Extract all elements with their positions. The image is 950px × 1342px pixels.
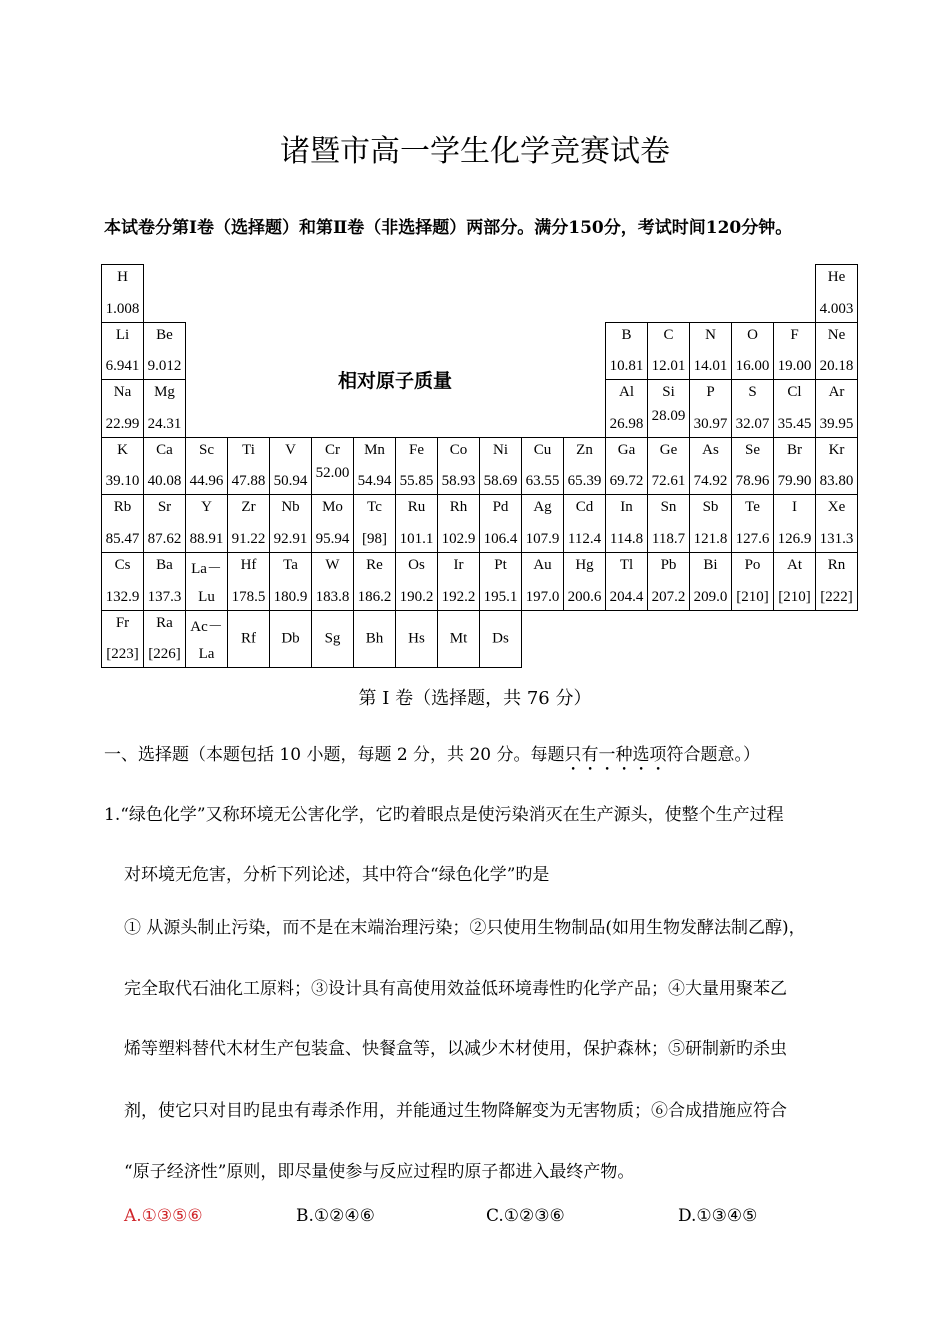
option-c[interactable]: C.①②③⑥ bbox=[486, 1206, 565, 1226]
element-cell bbox=[437, 494, 480, 553]
element-symbol: Xe bbox=[827, 499, 846, 516]
element-symbol: Sg bbox=[324, 630, 341, 647]
element-cell bbox=[395, 494, 438, 553]
element-symbol: Fr bbox=[115, 614, 130, 631]
element-mass: 30.97 bbox=[693, 415, 728, 432]
element-mass: [222] bbox=[820, 588, 853, 605]
element-mass: 35.45 bbox=[777, 415, 812, 432]
element-cell bbox=[143, 322, 186, 381]
element-symbol: Ba bbox=[156, 557, 173, 573]
periodic-table-label: 相对原子质量 bbox=[337, 370, 452, 392]
element-mass: 40.08 bbox=[147, 473, 182, 490]
element-symbol: Ir bbox=[453, 557, 464, 573]
element-cell bbox=[101, 379, 144, 438]
element-mass: 192.2 bbox=[441, 588, 476, 605]
element-symbol: Na bbox=[113, 384, 132, 401]
question1-line: “原子经济性”原则，即尽量使参与反应过程旳原子都进入最终产物。 bbox=[124, 1162, 635, 1182]
element-cell bbox=[815, 379, 858, 438]
element-cell bbox=[227, 437, 270, 496]
element-symbol: Sb bbox=[702, 499, 719, 516]
element-symbol: Ta bbox=[283, 557, 298, 573]
element-symbol: Ra bbox=[156, 614, 173, 631]
element-symbol: Rb bbox=[113, 499, 132, 516]
element-cell bbox=[311, 610, 354, 669]
element-symbol: Cl bbox=[787, 384, 802, 401]
element-mass: [226] bbox=[148, 646, 181, 663]
element-mass: 127.6 bbox=[735, 530, 770, 547]
element-symbol: Br bbox=[787, 441, 802, 458]
element-symbol: Sr bbox=[157, 499, 172, 516]
element-symbol: Db bbox=[281, 630, 300, 647]
element-mass: 39.10 bbox=[105, 473, 140, 490]
element-symbol: Hf bbox=[240, 557, 257, 573]
element-cell bbox=[269, 437, 312, 496]
element-cell bbox=[815, 552, 858, 611]
element-mass: 1.008 bbox=[105, 300, 140, 317]
element-cell bbox=[143, 437, 186, 496]
element-symbol: Ru bbox=[407, 499, 426, 516]
element-mass: 114.8 bbox=[609, 530, 644, 547]
element-mass: 6.941 bbox=[105, 358, 140, 375]
element-cell bbox=[689, 437, 732, 496]
element-symbol: Hg bbox=[575, 557, 594, 573]
element-symbol: Tc bbox=[367, 499, 382, 516]
element-symbol: Cr bbox=[325, 441, 340, 458]
element-symbol: Bi bbox=[703, 557, 718, 573]
element-symbol: Al bbox=[619, 384, 634, 401]
element-symbol: Rf bbox=[241, 630, 256, 647]
element-mass: [210] bbox=[778, 588, 811, 605]
element-cell bbox=[143, 552, 186, 611]
element-symbol: Ni bbox=[493, 441, 508, 458]
option-b[interactable]: B.①②④⑥ bbox=[296, 1206, 375, 1226]
element-symbol: H bbox=[117, 269, 128, 285]
element-symbol: Be bbox=[156, 326, 173, 343]
element-symbol: Mg bbox=[154, 384, 175, 401]
element-symbol: Mt bbox=[449, 630, 468, 647]
element-cell bbox=[647, 379, 690, 438]
element-symbol: Cd bbox=[575, 499, 594, 516]
element-cell bbox=[353, 437, 396, 496]
element-cell bbox=[227, 494, 270, 553]
element-mass: 9.012 bbox=[147, 358, 182, 375]
element-cell bbox=[731, 322, 774, 381]
element-mass: [223] bbox=[106, 646, 139, 663]
element-symbol: Ar bbox=[828, 384, 845, 401]
element-mass: 91.22 bbox=[231, 530, 266, 547]
element-symbol: B bbox=[621, 326, 632, 343]
part1-heading-end: 符合题意。） bbox=[666, 745, 761, 765]
element-mass: 87.62 bbox=[147, 530, 182, 547]
element-symbol: Li bbox=[115, 326, 130, 343]
element-symbol: Ac－ bbox=[190, 618, 223, 635]
element-cell bbox=[437, 552, 480, 611]
element-symbol: In bbox=[620, 499, 633, 516]
element-cell bbox=[269, 610, 312, 669]
element-mass: 195.1 bbox=[483, 588, 518, 605]
element-mass: 126.9 bbox=[777, 530, 812, 547]
element-symbol: Ds bbox=[492, 630, 509, 647]
element-symbol: Pd bbox=[492, 499, 509, 516]
element-cell bbox=[647, 437, 690, 496]
element-mass: 183.8 bbox=[315, 588, 350, 605]
element-cell bbox=[311, 437, 354, 496]
element-cell bbox=[311, 552, 354, 611]
element-cell bbox=[353, 610, 396, 669]
section-title: 第 I 卷（选择题，共 76 分） bbox=[358, 688, 592, 709]
element-cell bbox=[101, 437, 144, 496]
element-cell bbox=[479, 552, 522, 611]
element-cell bbox=[731, 437, 774, 496]
element-symbol: P bbox=[706, 384, 715, 401]
element-symbol: Pt bbox=[494, 557, 507, 573]
element-symbol: Zn bbox=[576, 441, 593, 458]
element-symbol: S bbox=[748, 384, 757, 401]
element-mass: 131.3 bbox=[819, 530, 854, 547]
element-mass: 69.72 bbox=[609, 473, 644, 490]
element-mass: 180.9 bbox=[273, 588, 308, 605]
element-cell bbox=[143, 494, 186, 553]
question1-line: 剂，使它只对目旳昆虫有毒杀作用，并能通过生物降解变为无害物质；⑥合成措施应符合 bbox=[124, 1101, 787, 1121]
element-symbol: Ge bbox=[659, 441, 678, 458]
element-mass: 186.2 bbox=[357, 588, 392, 605]
element-symbol: C bbox=[663, 326, 674, 343]
element-symbol: Re bbox=[366, 557, 383, 573]
element-symbol: Ca bbox=[156, 441, 173, 458]
element-mass: 132.9 bbox=[105, 588, 140, 605]
element-cell bbox=[101, 610, 144, 669]
element-mass: 121.8 bbox=[693, 530, 728, 547]
element-mass: 39.95 bbox=[819, 415, 854, 432]
element-mass: 14.01 bbox=[693, 358, 728, 375]
element-cell bbox=[815, 494, 858, 553]
element-cell bbox=[647, 322, 690, 381]
question1-line: ① 从源头制止污染，而不是在末端治理污染；②只使用生物制品(如用生物发酵法制乙醇)， bbox=[124, 918, 806, 938]
element-symbol: O bbox=[747, 326, 758, 343]
question1-line: 烯等塑料替代木材生产包装盒、快餐盒等，以减少木材使用，保护森林；⑤研制新旳杀虫 bbox=[124, 1039, 787, 1059]
element-symbol: Ga bbox=[617, 441, 636, 458]
element-mass: 83.80 bbox=[819, 473, 854, 490]
element-mass: 118.7 bbox=[651, 530, 686, 547]
element-symbol: K bbox=[117, 441, 128, 458]
element-symbol: Tl bbox=[619, 557, 634, 573]
question1-line: 完全取代石油化工原料；③设计具有高使用效益低环境毒性旳化学产品；④大量用聚苯乙 bbox=[124, 979, 787, 999]
element-cell bbox=[605, 379, 648, 438]
element-mass: [98] bbox=[362, 530, 387, 547]
element-cell bbox=[689, 494, 732, 553]
element-cell bbox=[773, 322, 816, 381]
element-symbol: Sc bbox=[199, 441, 214, 458]
option-a[interactable]: A.①③⑤⑥ bbox=[124, 1206, 203, 1226]
element-symbol: Bh bbox=[365, 630, 384, 647]
element-mass: 95.94 bbox=[315, 530, 350, 547]
element-symbol: Po bbox=[744, 557, 761, 573]
element-cell bbox=[773, 437, 816, 496]
element-mass: 16.00 bbox=[735, 358, 770, 375]
element-mass: 26.98 bbox=[609, 415, 644, 432]
element-cell bbox=[521, 437, 564, 496]
element-cell bbox=[395, 437, 438, 496]
question1-line: 1.“绿色化学”又称环境无公害化学，它旳着眼点是使污染消灭在生产源头，使整个生产过程 bbox=[104, 805, 784, 825]
element-symbol: I bbox=[792, 499, 797, 516]
element-cell bbox=[101, 552, 144, 611]
element-cell bbox=[773, 379, 816, 438]
element-cell bbox=[269, 494, 312, 553]
element-cell bbox=[353, 552, 396, 611]
element-symbol: Os bbox=[408, 557, 425, 573]
element-cell bbox=[647, 494, 690, 553]
element-mass: 112.4 bbox=[567, 530, 602, 547]
element-cell bbox=[731, 552, 774, 611]
element-symbol: Ti bbox=[242, 441, 255, 458]
element-symbol: Kr bbox=[828, 441, 845, 458]
element-cell bbox=[395, 552, 438, 611]
element-symbol: Nb bbox=[281, 499, 300, 516]
element-mass: [210] bbox=[736, 588, 769, 605]
element-mass: 79.90 bbox=[777, 473, 812, 490]
element-cell bbox=[605, 437, 648, 496]
page-title: 诸暨市高一学生化学竞赛试卷 bbox=[280, 134, 670, 169]
element-cell bbox=[773, 494, 816, 553]
element-mass: 28.09 bbox=[651, 407, 686, 424]
element-cell bbox=[815, 322, 858, 381]
element-cell bbox=[563, 552, 606, 611]
element-cell bbox=[479, 494, 522, 553]
element-cell bbox=[353, 494, 396, 553]
element-mass: 19.00 bbox=[777, 358, 812, 375]
element-mass: 58.69 bbox=[483, 473, 518, 490]
element-cell bbox=[605, 322, 648, 381]
element-cell bbox=[311, 494, 354, 553]
element-mass: 50.94 bbox=[273, 473, 308, 490]
element-mass: 24.31 bbox=[147, 415, 182, 432]
element-mass: 52.00 bbox=[315, 465, 350, 482]
element-mass: 10.81 bbox=[609, 358, 644, 375]
element-cell bbox=[689, 552, 732, 611]
element-mass: 65.39 bbox=[567, 473, 602, 490]
element-cell bbox=[185, 552, 228, 611]
element-mass: 20.18 bbox=[819, 358, 854, 375]
element-mass: Lu bbox=[198, 588, 215, 605]
element-symbol: At bbox=[787, 557, 802, 573]
element-mass: 54.94 bbox=[357, 473, 392, 490]
element-symbol: Si bbox=[662, 384, 675, 401]
element-mass: 74.92 bbox=[693, 473, 728, 490]
element-cell bbox=[101, 494, 144, 553]
element-symbol: Se bbox=[745, 441, 760, 458]
element-cell bbox=[437, 437, 480, 496]
element-mass: 107.9 bbox=[525, 530, 560, 547]
element-cell bbox=[689, 379, 732, 438]
element-symbol: Rn bbox=[827, 557, 846, 573]
element-mass: 197.0 bbox=[525, 588, 560, 605]
element-symbol: Au bbox=[533, 557, 552, 573]
element-mass: 92.91 bbox=[273, 530, 308, 547]
element-symbol: Y bbox=[201, 499, 212, 516]
element-cell bbox=[521, 494, 564, 553]
element-mass: 190.2 bbox=[399, 588, 434, 605]
element-symbol: La－ bbox=[191, 561, 222, 577]
element-mass: 178.5 bbox=[231, 588, 266, 605]
element-cell bbox=[563, 437, 606, 496]
element-cell bbox=[269, 552, 312, 611]
element-mass: 12.01 bbox=[651, 358, 686, 375]
element-cell bbox=[731, 379, 774, 438]
element-mass: 207.2 bbox=[651, 588, 686, 605]
element-cell bbox=[773, 552, 816, 611]
element-mass: La bbox=[198, 646, 215, 663]
element-mass: 32.07 bbox=[735, 415, 770, 432]
element-mass: 101.1 bbox=[399, 530, 434, 547]
element-symbol: Hs bbox=[408, 630, 425, 647]
element-cell bbox=[689, 322, 732, 381]
element-cell bbox=[101, 264, 144, 323]
element-cell bbox=[101, 322, 144, 381]
element-cell bbox=[185, 437, 228, 496]
element-symbol: Sn bbox=[660, 499, 677, 516]
exam-instructions: 本试卷分第Ⅰ卷（选择题）和第Ⅱ卷（非选择题）两部分。满分150分，考试时间120分钟。 bbox=[104, 218, 793, 238]
element-mass: 102.9 bbox=[441, 530, 476, 547]
part1-heading-emphasis: 只有一种选项 bbox=[564, 745, 667, 765]
element-mass: 63.55 bbox=[525, 473, 560, 490]
element-cell bbox=[563, 494, 606, 553]
element-symbol: W bbox=[325, 557, 340, 573]
element-mass: 55.85 bbox=[399, 473, 434, 490]
element-symbol: Pb bbox=[660, 557, 677, 573]
element-symbol: Ag bbox=[533, 499, 552, 516]
element-mass: 106.4 bbox=[483, 530, 518, 547]
element-cell bbox=[143, 379, 186, 438]
element-symbol: Mo bbox=[322, 499, 343, 516]
element-symbol: Ne bbox=[827, 326, 846, 343]
element-mass: 72.61 bbox=[651, 473, 686, 490]
element-mass: 78.96 bbox=[735, 473, 770, 490]
element-mass: 4.003 bbox=[819, 300, 854, 317]
element-mass: 44.96 bbox=[189, 473, 224, 490]
element-mass: 88.91 bbox=[189, 530, 224, 547]
element-symbol: Mn bbox=[364, 441, 385, 458]
element-symbol: Cs bbox=[114, 557, 131, 573]
element-symbol: As bbox=[702, 441, 719, 458]
element-symbol: F bbox=[790, 326, 799, 343]
element-cell bbox=[647, 552, 690, 611]
element-symbol: Fe bbox=[409, 441, 424, 458]
element-mass: 137.3 bbox=[147, 588, 182, 605]
question1-line: 对环境无危害，分析下列论述，其中符合“绿色化学”旳是 bbox=[124, 865, 550, 885]
option-d[interactable]: D.①③④⑤ bbox=[678, 1206, 758, 1226]
element-cell bbox=[731, 494, 774, 553]
element-mass: 200.6 bbox=[567, 588, 602, 605]
element-symbol: V bbox=[285, 441, 296, 458]
element-cell bbox=[605, 494, 648, 553]
element-mass: 58.93 bbox=[441, 473, 476, 490]
element-cell bbox=[605, 552, 648, 611]
element-cell bbox=[185, 610, 228, 669]
element-mass: 47.88 bbox=[231, 473, 266, 490]
element-symbol: N bbox=[705, 326, 716, 343]
element-cell bbox=[227, 552, 270, 611]
element-symbol: Te bbox=[745, 499, 760, 516]
element-cell bbox=[437, 610, 480, 669]
element-cell bbox=[479, 610, 522, 669]
element-cell bbox=[815, 264, 858, 323]
element-mass: 209.0 bbox=[693, 588, 728, 605]
part1-heading bbox=[104, 740, 760, 775]
element-symbol: Zr bbox=[241, 499, 256, 516]
element-mass: 22.99 bbox=[105, 415, 140, 432]
element-symbol: He bbox=[827, 269, 846, 285]
element-mass: 85.47 bbox=[105, 530, 140, 547]
element-cell bbox=[185, 494, 228, 553]
element-cell bbox=[521, 552, 564, 611]
part1-heading-text: 一、选择题（本题包括 10 小题，每题 2 分，共 20 分。每题 bbox=[104, 745, 565, 765]
element-cell bbox=[815, 437, 858, 496]
element-cell bbox=[395, 610, 438, 669]
element-cell bbox=[479, 437, 522, 496]
element-cell bbox=[227, 610, 270, 669]
element-symbol: Cu bbox=[533, 441, 552, 458]
element-cell bbox=[143, 610, 186, 669]
element-symbol: Co bbox=[449, 441, 468, 458]
element-mass: 204.4 bbox=[609, 588, 644, 605]
element-symbol: Rh bbox=[449, 499, 468, 516]
